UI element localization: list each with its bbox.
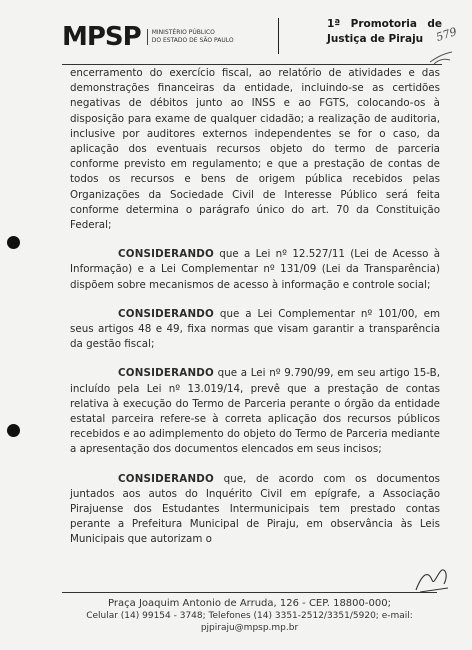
- mpsp-logo: [62, 22, 234, 52]
- footer-phones: Celular (14) 99154 - 3748; Telefones (14) 3351-2512/3351/5920; e-mail:: [86, 611, 413, 621]
- document-body: [70, 66, 440, 548]
- promotoria-number: 1ª: [327, 18, 341, 30]
- footer-email: pjpiraju@mpsp.mp.br: [200, 623, 299, 633]
- considerando-keyword: CONSIDERANDO: [118, 248, 214, 261]
- binder-hole-bottom: [7, 424, 20, 437]
- paragraph-4-text: que a Lei nº 9.790/99, em seu artigo 15-B, incluído pela Lei nº 13.019/14, prevê que a prestação de contas relativa à execução do Termo de Parceria perante o órgão da entidade estatal parceira refere-se à correta aplicação dos recursos públicos recebidos e ao adimplemento do objeto do Termo de Parceria mediante a apresentação dos documentos elencados em seus incisos;: [70, 367, 440, 456]
- paragraph-2-text: que a Lei nº 12.527/11 (Lei de Acesso à Informação) e a Lei Complementar nº 131/09 (Lei da Transparência) dispõem sobre mecanismos de acesso à informação e controle social;: [70, 248, 440, 291]
- logo-wordmark: MPSP: [62, 22, 141, 52]
- footer-address: Praça Joaquim Antonio de Arruda, 126 - CEP. 18800-000;: [108, 598, 391, 609]
- paragraph-5: [70, 472, 440, 548]
- binder-hole-top: [7, 236, 20, 249]
- handwritten-page-number: 579: [434, 25, 459, 44]
- considerando-keyword: CONSIDERANDO: [118, 307, 214, 320]
- logo-subtitle-line-1: MINISTÉRIO PÚBLICO: [151, 29, 215, 36]
- promotoria-heading: [327, 17, 442, 47]
- promotoria-line-2: Justiça de Piraju: [327, 33, 424, 45]
- paragraph-5-text: que, de acordo com os documentos juntados aos autos do Inquérito Civil em epígrafe, a Associação Pirajuense dos Estudantes Intermunicipais tem prestado contas perante a Prefeitura Municipal de Piraju, em observância às Leis Municipais que autorizam o: [70, 472, 440, 546]
- header-divider: [278, 18, 279, 54]
- paragraph-3: [70, 307, 440, 353]
- promotoria-word: Promotoria: [350, 18, 417, 30]
- paragraph-2: [70, 247, 440, 293]
- logo-subtitle-line-2: DO ESTADO DE SÃO PAULO: [151, 37, 234, 44]
- header-rule: [62, 64, 442, 65]
- paragraph-1: encerramento do exercício fiscal, ao relatório de atividades e das demonstrações financeiras da entidade, incluindo-se as certidões negativas de débitos junto ao INSS e ao FGTS, colocando-os à disposição para exame de qualquer cidadão; a realização de auditoria, inclusive por auditores externos independentes se for o caso, da aplicação dos eventuais recursos objeto do termo de parceria conforme previsto em regulamento; e que a prestação de contas de todos os recursos e bens de origem pública recebidos pelas Organizações da Sociedade Civil de Interesse Público será feita conforme determina o parágrafo único do art. 70 da Constituição Federal;: [70, 67, 440, 232]
- paragraph-3-text: que a Lei Complementar nº 101/00, em seus artigos 48 e 49, fixa normas que visam garantir a transparência da gestão fiscal;: [70, 307, 440, 351]
- considerando-keyword: CONSIDERANDO: [118, 472, 214, 485]
- promotoria-de: de: [427, 18, 442, 30]
- logo-subtitle: [147, 29, 234, 45]
- footer: [62, 598, 437, 634]
- footer-rule: [62, 592, 437, 593]
- paragraph-4: [70, 366, 440, 457]
- considerando-keyword: CONSIDERANDO: [118, 367, 214, 380]
